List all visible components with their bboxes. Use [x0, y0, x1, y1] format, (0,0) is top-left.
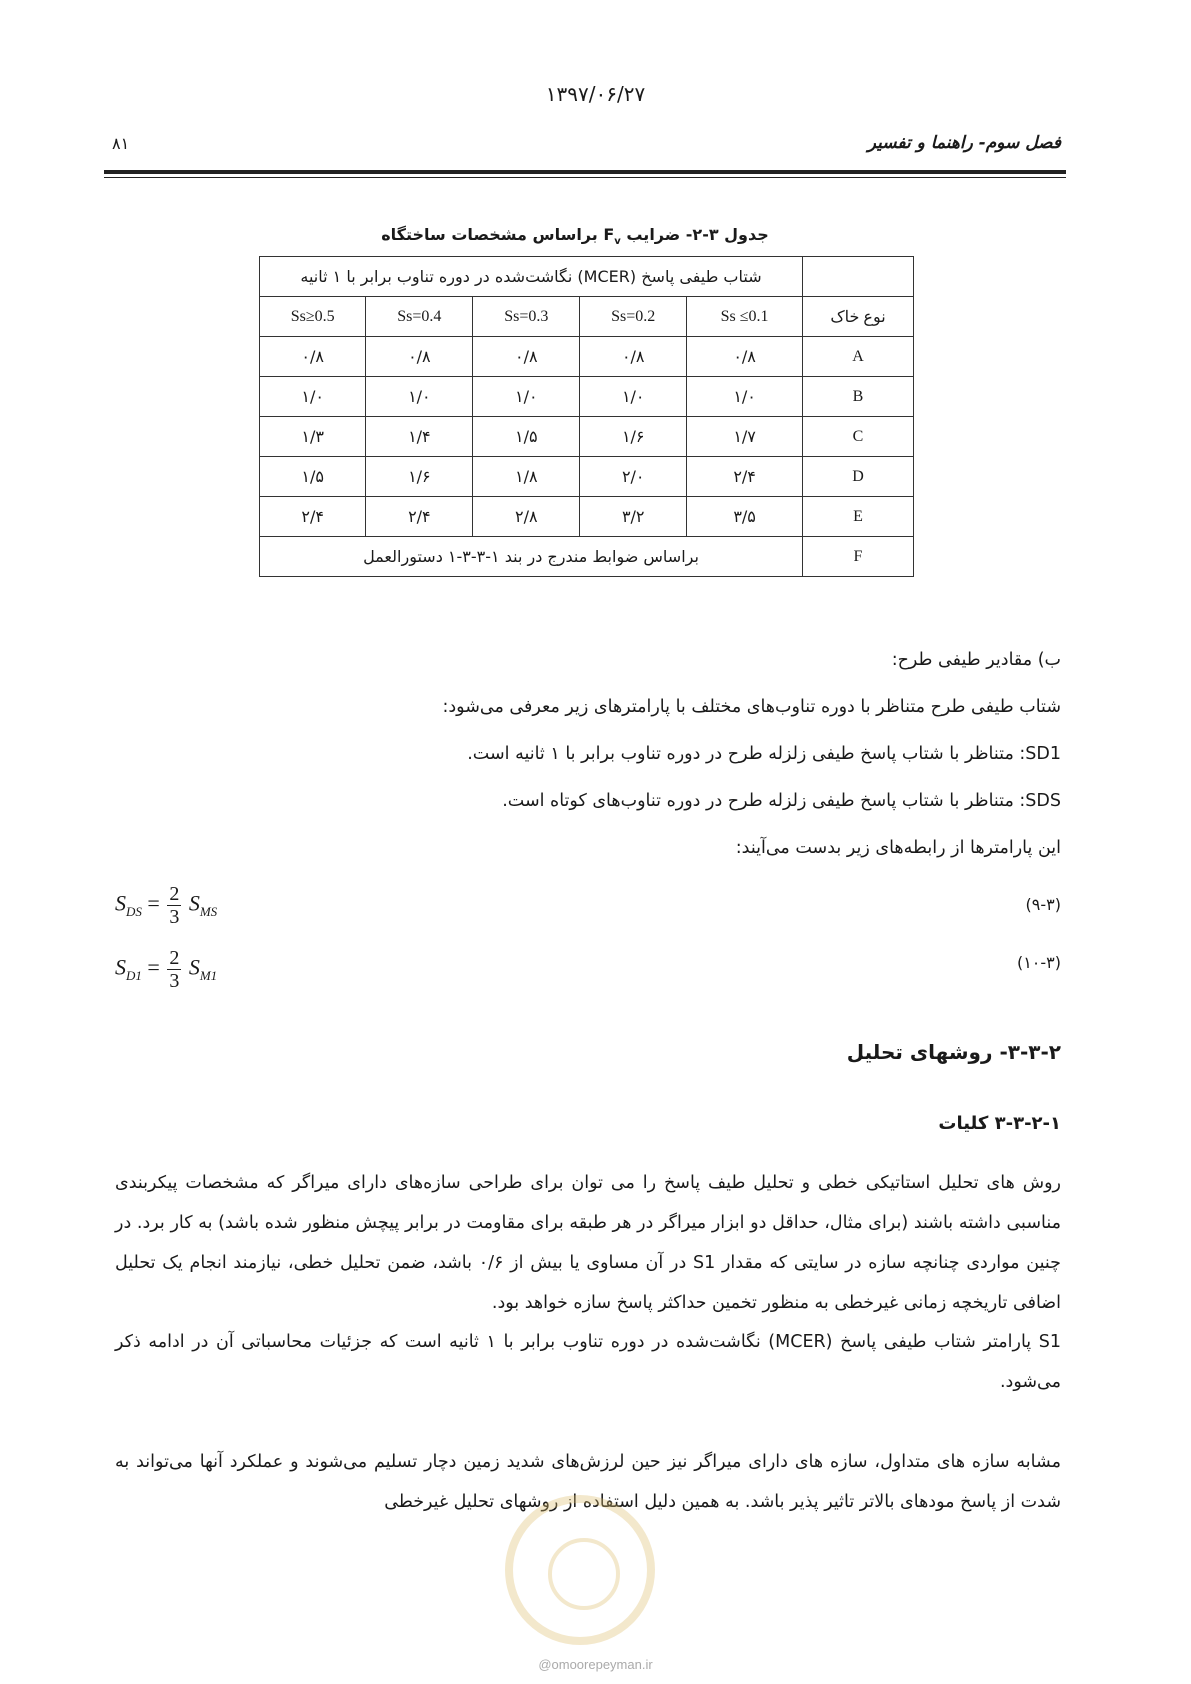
equation-label: (۹-۳): [1025, 895, 1061, 914]
header-rule-thick: [104, 170, 1066, 174]
watermark-seal: [505, 1495, 655, 1645]
paragraph: SDS: متناظر با شتاب پاسخ طیفی زلزله طرح در دوره تناوب‌های کوتاه است.: [502, 791, 1061, 811]
footer-site: @omoorepeyman.ir: [538, 1657, 653, 1672]
value-cell-merged: براساس ضوابط مندرج در بند ۱-۳-۳-۱ دستورالعمل: [260, 537, 803, 577]
value-cell: ۲/۴: [260, 497, 366, 537]
equation: [115, 883, 217, 928]
eq-fraction: [167, 947, 181, 992]
value-cell: ۲/۰: [580, 457, 687, 497]
soil-type-cell: B: [803, 377, 914, 417]
value-cell: ۳/۲: [580, 497, 687, 537]
eq-denominator: 3: [169, 970, 180, 992]
table-column-row: [260, 297, 914, 337]
value-cell: ۱/۰: [580, 377, 687, 417]
soil-type-cell: D: [803, 457, 914, 497]
value-cell: ۲/۴: [366, 497, 473, 537]
value-cell: ۱/۸: [473, 457, 580, 497]
eq-numerator: 2: [169, 883, 180, 905]
equation-label: (۱۰-۳): [1016, 953, 1061, 972]
soil-type-cell: A: [803, 337, 914, 377]
table-row: [260, 417, 914, 457]
column-header: Ss=0.4: [366, 297, 473, 337]
eq-numerator: 2: [169, 947, 180, 969]
eq-lhs: S: [115, 890, 126, 916]
value-cell: ۰/۸: [473, 337, 580, 377]
value-cell: ۲/۴: [687, 457, 803, 497]
column-header: Ss≥0.5: [260, 297, 366, 337]
paragraph: S1 پارامتر شتاب طیفی پاسخ (MCER) نگاشت‌شده در دوره تناوب برابر با ۱ ثانیه است که جزئیات محاسباتی آن در ادامه ذکر می‌شود.: [115, 1332, 1062, 1392]
paragraph: روش های تحلیل استاتیکی خطی و تحلیل طیف پاسخ را می توان برای طراحی سازه‌های دارای میراگر که مشخصات پیکربندی مناسبی داشته باشند (برای مثال، حداقل دو ابزار میراگر در هر طبقه برای مقاومت در برابر پیچش منظور شده باشد) به کار برد. در چنین مواردی چنانچه سازه در سایتی که مقدار S1 در آن مساوی یا بیش از ۰/۶ باشد، ضمن تحلیل خطی، نیازمند انجام یک تحلیل اضافی تاریخچه زمانی غیرخطی به منظور تخمین حداکثر پاسخ سازه خواهد بود.: [115, 1173, 1061, 1313]
value-cell: ۱/۵: [473, 417, 580, 457]
table-caption: [240, 225, 910, 247]
table-header-row: [260, 257, 914, 297]
group-header: شتاب طیفی پاسخ (MCER) نگاشت‌شده در دوره تناوب برابر با ۱ ثانیه: [260, 257, 803, 297]
column-header: Ss=0.2: [580, 297, 687, 337]
value-cell: ۱/۴: [366, 417, 473, 457]
table-row: [260, 497, 914, 537]
watermark-inner-ring: [548, 1538, 620, 1610]
table-row: [260, 457, 914, 497]
chapter-title: فصل سوم- راهنما و تفسیر: [867, 133, 1061, 153]
paragraph: ب) مقادیر طیفی طرح:: [891, 650, 1061, 670]
value-cell: ۱/۰: [687, 377, 803, 417]
eq-lhs: S: [115, 954, 126, 980]
value-cell: ۰/۸: [687, 337, 803, 377]
paragraph: این پارامترها از رابطه‌های زیر بدست می‌آیند:: [735, 838, 1061, 858]
value-cell: ۳/۵: [687, 497, 803, 537]
value-cell: ۱/۰: [366, 377, 473, 417]
value-cell: ۰/۸: [260, 337, 366, 377]
eq-lhs-sub: D1: [126, 967, 142, 983]
value-cell: ۱/۰: [260, 377, 366, 417]
fv-coefficients-table: [259, 256, 914, 577]
paragraph: مشابه سازه های متداول، سازه های دارای میراگر نیز حین لرزش‌های شدید زمین دچار تسلیم می‌شوند و عملکرد آنها می‌تواند به شدت از پاسخ مودهای بالاتر تاثیر پذیر باشد. به همین دلیل استفاده از روشهای تحلیل غیرخطی: [115, 1452, 1061, 1512]
value-cell: ۰/۸: [580, 337, 687, 377]
column-header: Ss ≤0.1: [687, 297, 803, 337]
value-cell: ۱/۰: [473, 377, 580, 417]
header-rule-thin: [104, 177, 1066, 178]
paragraph: SD1: متناظر با شتاب پاسخ طیفی زلزله طرح در دوره تناوب برابر با ۱ ثانیه است.: [467, 744, 1061, 764]
caption-prefix: جدول ۳-۲- ضرایب F: [603, 225, 769, 244]
caption-suffix: براساس مشخصات ساختگاه: [381, 225, 604, 244]
page-number: ۸۱: [112, 134, 130, 153]
eq-denominator: 3: [169, 906, 180, 928]
table-row: [260, 377, 914, 417]
table-row: [260, 537, 914, 577]
value-cell: ۱/۵: [260, 457, 366, 497]
value-cell: ۱/۶: [366, 457, 473, 497]
soil-type-header: نوع خاک: [803, 297, 914, 337]
table-row: [260, 337, 914, 377]
value-cell: ۰/۸: [366, 337, 473, 377]
value-cell: ۱/۳: [260, 417, 366, 457]
eq-lhs-sub: DS: [126, 903, 142, 919]
soil-type-cell: E: [803, 497, 914, 537]
soil-type-cell: C: [803, 417, 914, 457]
eq-fraction: [167, 883, 181, 928]
subsection-heading: ۳-۳-۲-۱ کلیات: [938, 1113, 1061, 1134]
equation: [115, 947, 217, 992]
value-cell: ۱/۷: [687, 417, 803, 457]
document-date: ۱۳۹۷/۰۶/۲۷: [545, 82, 646, 106]
eq-rhs-sub: M1: [199, 967, 218, 983]
soil-type-cell: F: [803, 537, 914, 577]
table-corner-cell: [803, 257, 914, 297]
caption-subscript: v: [614, 236, 621, 248]
paragraph: شتاب طیفی طرح متناظر با دوره تناوب‌های مختلف با پارامترهای زیر معرفی می‌شود:: [442, 697, 1061, 717]
value-cell: ۲/۸: [473, 497, 580, 537]
section-heading: ۳-۳-۲- روشهای تحلیل: [846, 1040, 1061, 1064]
eq-rhs: S: [188, 954, 200, 980]
equals-sign: =: [147, 954, 160, 980]
column-header: Ss=0.3: [473, 297, 580, 337]
eq-rhs-sub: MS: [199, 903, 218, 919]
eq-rhs: S: [188, 890, 200, 916]
equals-sign: =: [147, 890, 160, 916]
value-cell: ۱/۶: [580, 417, 687, 457]
